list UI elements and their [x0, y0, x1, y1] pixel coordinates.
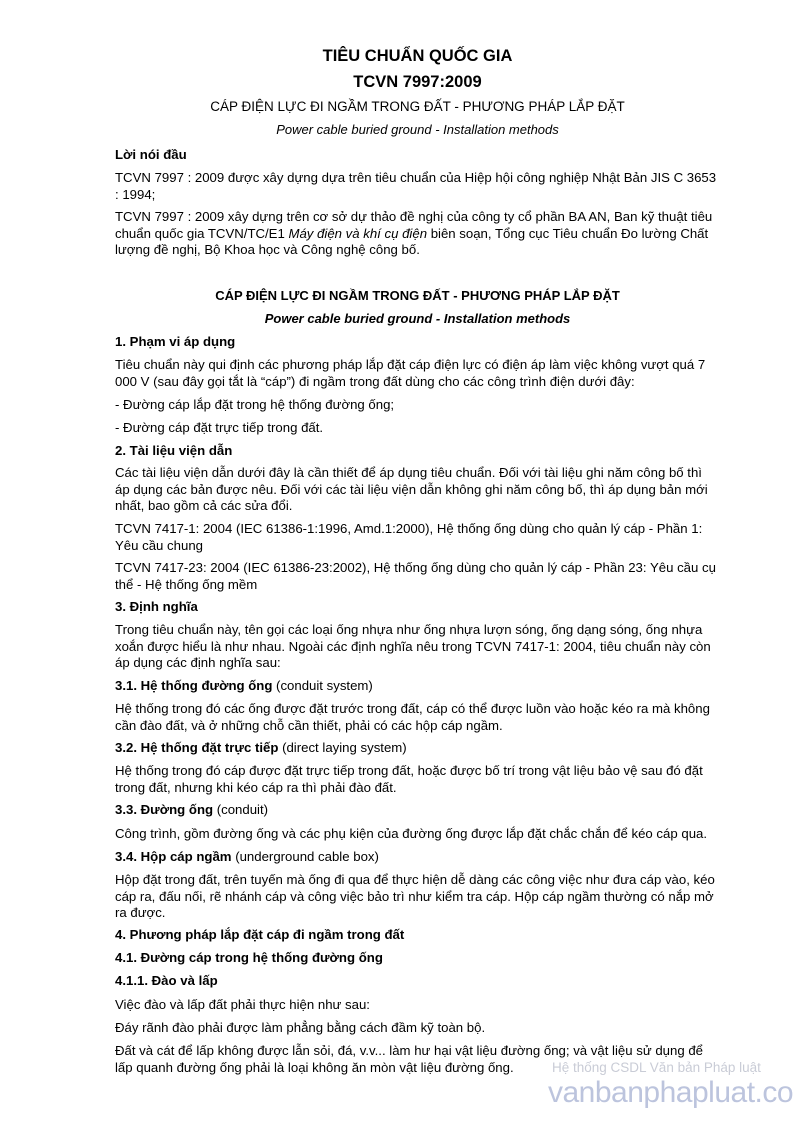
list-item: - Đường cáp đặt trực tiếp trong đất. [115, 420, 324, 435]
paragraph: Hệ thống trong đó cáp được đặt trực tiếp trong đất, hoặc được bố trí trong vật liệu bảo vệ sau đó đặt trong đất, nhưng khi kéo cáp ra thì phải đào đất. [115, 763, 703, 795]
paragraph: Tiêu chuẩn này qui định các phương pháp lắp đặt cáp điện lực có điện áp làm việc không vượt quá 7 000 V (sau đây gọi tắt là “cáp”) đi ngầm trong đất dùng cho các công trình điện dưới đây: [115, 357, 706, 389]
definition-heading: 3.1. Hệ thống đường ống (conduit system) [115, 678, 373, 693]
watermark-domain: vanbanphapluat.co [548, 1076, 794, 1109]
subsection-heading: 4.1. Đường cáp trong hệ thống đường ống [115, 950, 383, 965]
standard-code: TCVN 7997:2009 [353, 73, 482, 91]
section-heading: 3. Định nghĩa [115, 599, 198, 614]
foreword-paragraph: TCVN 7997 : 2009 xây dựng trên cơ sở dự thảo đề nghị của công ty cổ phần BA AN, Ban kỹ thuật tiêu chuẩn quốc gia TCVN/TC/E1 Máy điện và khí cụ điện biên soạn, Tổng cục Tiêu chuẩn Đo lường Chất lượng đề nghị, Bộ Khoa học và Công nghệ công bố. [115, 209, 713, 257]
english-title: Power cable buried ground - Installation methods [276, 122, 559, 137]
foreword-paragraph: TCVN 7997 : 2009 được xây dựng dựa trên tiêu chuẩn của Hiệp hội công nghiệp Nhật Bản JIS C 3653 : 1994; [115, 170, 717, 202]
document-title: TIÊU CHUẨN QUỐC GIA [322, 47, 513, 65]
section-heading: 2. Tài liệu viện dẫn [115, 443, 233, 458]
list-item: - Đường cáp lắp đặt trong hệ thống đường ống; [115, 397, 395, 412]
document-subtitle: CÁP ĐIỆN LỰC ĐI NGẦM TRONG ĐẤT - PHƯƠNG PHÁP LẮP ĐẶT [210, 99, 625, 114]
definition-heading: 3.4. Hộp cáp ngầm (underground cable box) [115, 849, 379, 864]
paragraph: Trong tiêu chuẩn này, tên gọi các loại ống nhựa như ống nhựa lượn sóng, ống dạng sóng, ống nhựa xoắn được hiểu là như nhau. Ngoài các định nghĩa nêu trong TCVN 7417-1: 2004, tiêu chuẩn này còn áp dụng các định nghĩa sau: [115, 622, 711, 670]
definition-heading: 3.2. Hệ thống đặt trực tiếp (direct laying system) [115, 740, 407, 755]
paragraph: Hộp đặt trong đất, trên tuyến mà ống đi qua để thực hiện dễ dàng các công việc như đưa cáp vào, kéo cáp ra, đấu nối, rẽ nhánh cáp và công việc bảo trì như kiểm tra cáp. Hộp cáp ngầm thường có nắp mở ra được. [115, 872, 715, 920]
section-heading: 4. Phương pháp lắp đặt cáp đi ngầm trong đất [115, 927, 405, 942]
paragraph: Hệ thống trong đó các ống được đặt trước trong đất, cáp có thể được luồn vào hoặc kéo ra mà không cần đào đất, và ở những chỗ cần thiết, phải có các hộp cáp ngầm. [115, 701, 710, 733]
foreword-heading: Lời nói đầu [115, 147, 187, 162]
body-english-title: Power cable buried ground - Installation methods [264, 311, 571, 326]
section-heading: 1. Phạm vi áp dụng [115, 334, 236, 349]
paragraph: Công trình, gồm đường ống và các phụ kiện của đường ống được lắp đặt chắc chắn để kéo cáp qua. [115, 826, 708, 841]
subsection-heading: 4.1.1. Đào và lấp [115, 973, 218, 988]
paragraph: Đáy rãnh đào phải được làm phẳng bằng cách đầm kỹ toàn bộ. [115, 1020, 486, 1035]
paragraph: TCVN 7417-1: 2004 (IEC 61386-1:1996, Amd.1:2000), Hệ thống ống dùng cho quản lý cáp - Phần 1: Yêu cầu chung [115, 521, 703, 553]
paragraph: TCVN 7417-23: 2004 (IEC 61386-23:2002), Hệ thống ống dùng cho quản lý cáp - Phần 23: Yêu cầu cụ thể - Hệ thống ống mềm [115, 560, 716, 592]
paragraph: Đất và cát để lấp không được lẫn sỏi, đá, v.v... làm hư hại vật liệu đường ống; và vật liệu sử dụng để lấp quanh đường ống phải là loại không ăn mòn vật liệu đường ống. [115, 1043, 704, 1075]
definition-heading: 3.3. Đường ống (conduit) [115, 802, 269, 817]
paragraph: Các tài liệu viện dẫn dưới đây là cần thiết để áp dụng tiêu chuẩn. Đối với tài liệu ghi năm công bố thì áp dụng các bản được nêu. Đối với các tài liệu viện dẫn không ghi năm công bố, thì áp dụng bản mới nhất, bao gồm cả các sửa đổi. [115, 465, 708, 513]
paragraph: Việc đào và lấp đất phải thực hiện như sau: [115, 997, 370, 1012]
body-title: CÁP ĐIỆN LỰC ĐI NGẦM TRONG ĐẤT - PHƯƠNG PHÁP LẮP ĐẶT [215, 288, 620, 303]
watermark-caption: Hệ thống CSDL Văn bản Pháp luật [552, 1060, 761, 1075]
